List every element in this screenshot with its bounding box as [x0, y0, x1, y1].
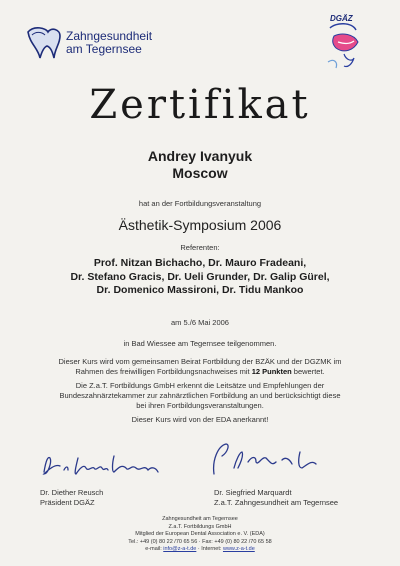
- footer-address: [0, 516, 400, 554]
- dgaez-logo: [322, 14, 368, 72]
- guidelines-line: Die Z.a.T. Fortbildungs GmbH erkennt die Leitsätze und Empfehlungen der: [75, 381, 325, 390]
- accreditation-line-2-pre: Rahmen des freiwilligen Fortbildungsnachweises mit: [75, 367, 252, 376]
- footer-line-4: Tel.: +49 (0) 80 22 /70 65 56 · Fax: +49 (0) 80 22 /70 65 58: [128, 538, 272, 545]
- dgaez-logo-text: DGÄZ: [330, 14, 353, 23]
- footer-email-link[interactable]: info@z-a-t.de: [163, 546, 197, 552]
- signatory-role: Präsident DGÄZ: [40, 497, 95, 507]
- footer-email-label: e-mail:: [145, 546, 164, 552]
- footer-internet-label: · Internet:: [196, 546, 223, 552]
- accreditation-line-1: Dieser Kurs wird vom gemeinsamen Beirat Fortbildung der BZÄK und der DGZMK im: [58, 357, 342, 366]
- logo-line-2: am Tegernsee: [66, 42, 142, 56]
- recipient-city: Moscow: [172, 165, 228, 181]
- signatory-marquardt: [214, 488, 338, 507]
- referents-label: Referenten:: [180, 243, 220, 252]
- referents-line: Prof. Nitzan Bichacho, Dr. Mauro Fradeani,: [93, 257, 307, 269]
- footer-line-1: Zahngesundheit am Tegernsee: [162, 516, 238, 522]
- event-date: am 5./6 Mai 2006: [171, 318, 229, 327]
- accreditation-paragraph: [0, 357, 400, 377]
- referents-line: Dr. Domenico Massironi, Dr. Tidu Mankoo: [96, 284, 304, 296]
- certificate-title: Zertifikat: [89, 82, 311, 128]
- signatory-name: Dr. Diether Reusch: [40, 488, 104, 497]
- event-location: in Bad Wiessee am Tegernsee teilgenommen.: [123, 339, 277, 348]
- logo-line-1: Zahngesundheit: [66, 29, 153, 43]
- guidelines-line: bei ihren Fortbildungsveranstaltungen.: [136, 401, 264, 410]
- zahngesundheit-logo: [24, 26, 174, 62]
- signature-marquardt: [208, 438, 358, 478]
- referents-line: Dr. Stefano Gracis, Dr. Ueli Grunder, Dr. Galip Gürel,: [70, 270, 330, 283]
- eda-recognition: Dieser Kurs wird von der EDA anerkannt!: [131, 415, 269, 424]
- accreditation-points: 12 Punkten: [251, 367, 292, 376]
- recipient-name: Andrey Ivanyuk: [147, 148, 253, 164]
- tooth-icon: [24, 26, 64, 60]
- footer-website-link[interactable]: www.z-a-t.de: [222, 546, 255, 552]
- face-logo-icon: [322, 14, 368, 72]
- event-title: Ästhetik-Symposium 2006: [118, 217, 282, 233]
- signatory-name: Dr. Siegfried Marquardt: [214, 488, 292, 497]
- intro-text: hat an der Fortbildungsveranstaltung: [138, 199, 262, 208]
- guidelines-paragraph: [0, 381, 400, 411]
- footer-line-2: Z.a.T. Fortbildungs GmbH: [168, 523, 232, 530]
- accreditation-line-2-post: bewertet.: [291, 367, 325, 376]
- footer-line-3: Mitglied der European Dental Association e. V. (EDA): [135, 531, 265, 537]
- signature-reusch: [40, 446, 190, 486]
- signatory-role: Z.a.T. Zahngesundheit am Tegernsee: [214, 497, 339, 507]
- guidelines-line: Bundeszahnärztekammer zur zahnärztlichen Fortbildung an und berücksichtigt diese: [59, 391, 341, 400]
- referents-list: [0, 257, 400, 298]
- signatory-reusch: [40, 488, 103, 507]
